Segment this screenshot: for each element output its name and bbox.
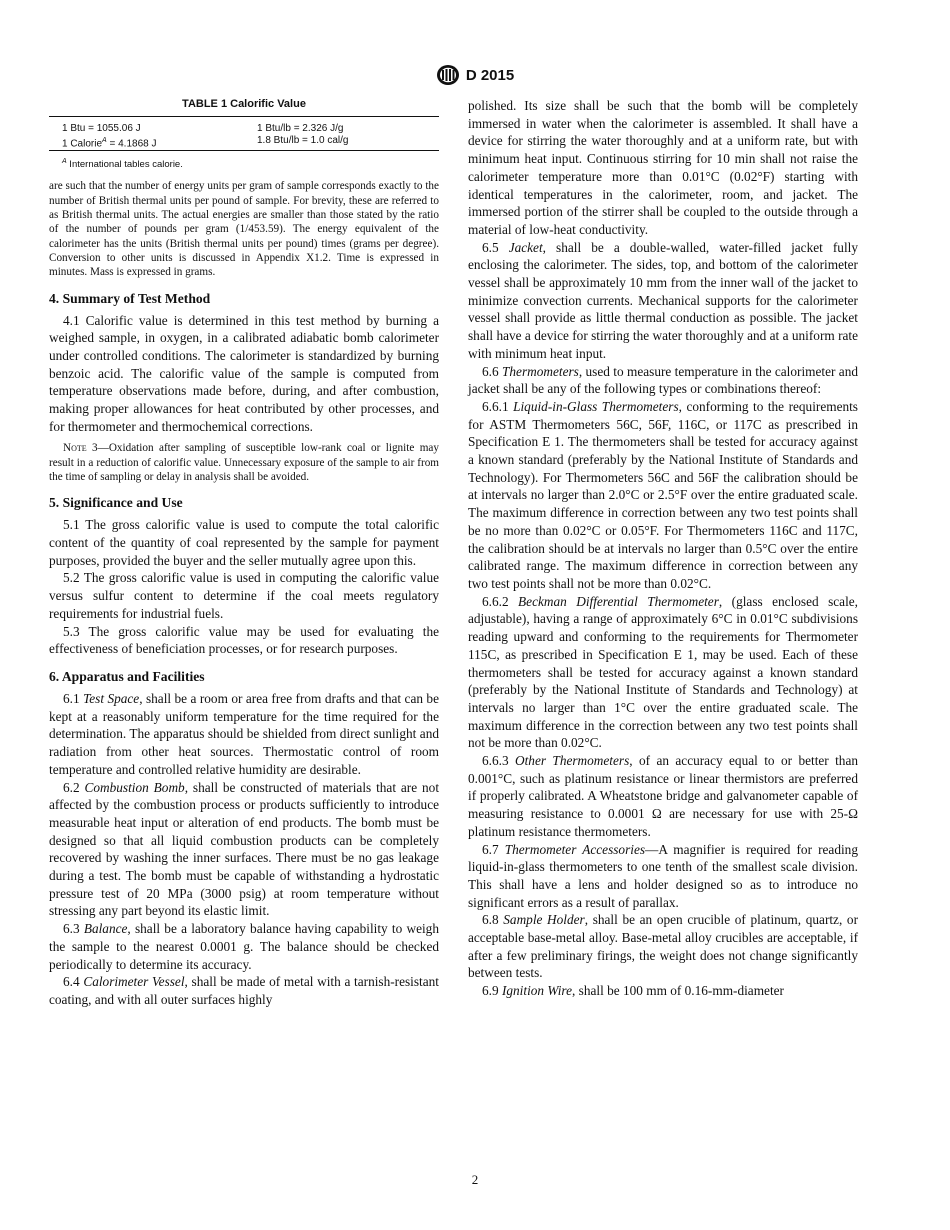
note-3 (49, 441, 439, 484)
paragraph-5-2: 5.2 The gross calorific value is used in computing the calorific value versus sulfur content to determine if the coal meets regulatory requirements for industrial fuels. (49, 570, 439, 621)
paragraph-text: , shall be constructed of materials that are not affected by the combustion process or products sufficiently to introduce measurable heat input or alteration of end products. The bomb must be designed so that all liquid combustion products can be completely recovered by washing the inner surfaces. There must be no gas leakage during a test. The bomb must be capable of withstanding a hydrostatic pressure test of 20 MPa (3000 psig) at room temperature without stressing any part beyond its elastic limit. (49, 779, 440, 919)
paragraph-6-6-1 (468, 398, 858, 593)
paragraph-term: Beckman Differential Thermometer (518, 593, 719, 609)
paragraph-text: , shall be 100 mm of 0.16-mm-diameter (572, 983, 784, 999)
page-header (0, 64, 950, 86)
paragraph-6-5 (468, 239, 858, 363)
paragraph-number: 6.6 (482, 363, 502, 379)
paragraph-term: Thermometer Accessories (504, 841, 646, 857)
paragraph-5-1: 5.1 The gross calorific value is used to compute the total calorific content of the quantity of coal represented by the sample for payment purposes, provided the buyer and the seller mutually agree upon this. (49, 517, 439, 568)
paragraph-number: 6.5 (482, 239, 509, 255)
intro-paragraph: are such that the number of energy units per gram of sample corresponds exactly to the number of British thermal units per pound of sample. For brevity, these are referred to as British thermal units. The actual energies are smaller than those stated by the ratio of the number of pounds per gram (1/453.59). The energy equivalent of the calorimeter has the units (British thermal units per pound) times (grams per degree). Conversion to other units is discussed in Appendix X1.2. Time is expressed in minutes. Mass is expressed in grams. (49, 180, 439, 279)
paragraph-4-1: 4.1 Calorific value is determined in this test method by burning a weighed sample, in oxygen, in a calibrated adiabatic bomb calorimeter under controlled conditions. The calorimeter is standardized by burning benzoic acid. The calorific value of the sample is computed from temperature observations made before, during, and after combustion, making proper allowances for heat contributed by other processes, and for thermometer and thermochemical corrections. (49, 312, 439, 434)
paragraph-term: Test Space (83, 691, 140, 706)
paragraph-number: 6.6.3 (482, 753, 515, 769)
cell-text: = 4.1868 J (106, 137, 157, 149)
paragraph-number: 6.2 (63, 779, 85, 795)
paragraph-term: Sample Holder (503, 912, 585, 928)
paragraph-6-6-2 (468, 593, 858, 752)
paragraph-text: —A magnifier is required for reading liquid-in-glass thermometers to one tenth of the smallest scale division. This shall have a lens and holder designed so as to introduce no significant errors as a result of parallax. (468, 841, 858, 910)
note-label: Note 3 (63, 442, 98, 455)
paragraph-term: Ignition Wire (501, 983, 573, 999)
table-cell: 1.8 Btu/lb = 1.0 cal/g (257, 134, 349, 146)
paragraph-number: 6.1 (63, 691, 84, 706)
cell-text: 1 Calorie (62, 137, 103, 149)
paragraph-term: Other Thermometers (515, 753, 630, 769)
section-heading-6: 6. Apparatus and Facilities (49, 669, 205, 684)
continued-paragraph: polished. Its size shall be such that the bomb will be completely immersed in water when the calorimeter is assembled. It shall have a device for stirring the water thoroughly and at a uniform rate, but with minimum heat input. Continuous stirring for 10 min shall not raise the calorimeter temperature more than 0.01°C (0.02°F) starting with identical temperatures in the calorimeter, room, and jacket. The immersed portion of the stirrer shall be coupled to the outside through a material of low-heat conductivity. (468, 98, 858, 237)
paragraph-6-7 (468, 841, 858, 912)
paragraph-6-4 (49, 973, 439, 1008)
section-heading-5: 5. Significance and Use (49, 495, 183, 511)
section-heading-4: 4. Summary of Test Method (49, 290, 211, 306)
paragraph-term: Balance (83, 921, 128, 937)
paragraph-text: , used to measure temperature in the calorimeter and jacket shall be any of the following types or combinations thereof: (468, 363, 858, 397)
paragraph-6-3 (49, 920, 439, 973)
table-footnote (49, 151, 439, 171)
paragraph-text: , shall be an open crucible of platinum, quartz, or acceptable base-metal alloy. Base-metal alloy crucibles are acceptable, if after a few preliminary firings, the weight does not change significantly between tests. (468, 912, 859, 981)
table-cell: 1 Btu = 1055.06 J (62, 123, 141, 134)
paragraph-number: 6.7 (482, 841, 505, 857)
table-title: TABLE 1 Calorific Value (182, 98, 306, 110)
paragraph-text: , of an accuracy equal to or better than 0.001°C, such as platinum resistance or linear thermistors are preferred if properly calibrated. A Wheatstone bridge and galvanometer capable of measuring resistance to 0.0001 Ω are necessary for use with 25-Ω platinum resistance thermometers. (468, 753, 859, 839)
paragraph-number: 6.3 (63, 921, 84, 937)
paragraph-number: 6.6.1 (482, 398, 514, 414)
paragraph-term: Thermometers (502, 363, 579, 379)
paragraph-term: Jacket (508, 239, 543, 255)
paragraph-text: , shall be a room or area free from drafts and that can be kept at a reasonably uniform temperature for the time required for the determination. The apparatus should be shielded from direct sunlight and radiation from other heat sources. Thermostatic control of room temperature and controlled relative humidity are desirable. (49, 691, 439, 777)
left-column (49, 97, 439, 1009)
paragraph-5-3: 5.3 The gross calorific value may be used for evaluating the effectiveness of beneficiation processes, or for research purposes. (49, 623, 439, 657)
right-column (468, 97, 858, 1000)
paragraph-term: Combustion Bomb (84, 779, 185, 795)
table-1 (49, 97, 439, 171)
paragraph-term: Liquid-in-Glass Thermometers (513, 398, 679, 414)
footnote-marker: A (102, 136, 107, 144)
calorific-value-table (49, 116, 439, 151)
table-row (49, 135, 439, 151)
standard-designation: D 2015 (465, 66, 515, 84)
paragraph-6-6 (468, 363, 858, 398)
page-number: 2 (471, 1172, 479, 1187)
paragraph-text: , shall be a double-walled, water-filled jacket fully enclosing the calorimeter. The sides, top, and bottom of the calorimeter vessel shall be approximately 10 mm from the inner wall of the jacket to minimize convection currents. Mechanical supports for the calorimeter vessel shall provide as little thermal conduction as possible. The jacket shall have a device for stirring the water thoroughly and at a uniform rate with minimum heat input. (468, 239, 858, 361)
paragraph-number: 6.9 (482, 983, 502, 999)
paragraph-number: 6.4 (63, 974, 84, 990)
paragraph-text: , shall be a laboratory balance having capability to weigh the sample to the nearest 0.0001 g. The balance should be checked periodically to determine its accuracy. (49, 921, 439, 972)
table-cell (49, 135, 244, 151)
paragraph-text: , conforming to the requirements for ASTM Thermometers 56C, 56F, 116C, or 117C as prescribed in Specification E 1. The thermometers shall be tested for accuracy against a known standard (preferably by the National Institute of Standards and Technology). For Thermometers 56C and 56F the calibration should be at intervals no larger than 2.0°C or 2.5°F over the entire graduated scale. The maximum difference in correction between any two test points shall be no more than 0.02°C or 0.05°F. For Thermometers 116C and 117C, the calibration should be at intervals no larger than 0.5°C over the entire calibrated range. The maximum difference in correction between any two test points shall not be more than 0.02°C. (468, 398, 858, 591)
footnote-marker: A (62, 158, 67, 166)
note-text: —Oxidation after sampling of susceptible low-rank coal or lignite may result in a reduction of calorific value. Unnecessary exposure of the sample to air from the time of sampling or delay in analysis shall be avoided. (49, 442, 439, 484)
astm-logo-icon (436, 64, 460, 86)
paragraph-text: , (glass enclosed scale, adjustable), having a range of approximately 6°C in 0.01°C subdivisions reading upward and conforming to the requirements for Thermometer 115C, as prescribed in Specification E 1, may be used. Each of these thermometers shall be tested for accuracy against a known standard (preferably by the National Institute of Standards and Technology) at intervals no larger than 1°C over the entire graduated scale. The maximum difference in the correction between any two test points shall not be more than 0.02°C. (468, 593, 858, 751)
paragraph-6-1 (49, 690, 439, 779)
paragraph-6-9 (468, 982, 858, 1000)
table-cell: 1 Btu/lb = 2.326 J/g (257, 123, 344, 134)
paragraph-6-6-3 (468, 752, 858, 841)
paragraph-6-2 (49, 779, 439, 921)
table-row (49, 117, 439, 135)
paragraph-term: Calorimeter Vessel (83, 974, 185, 990)
footnote-text: International tables calorie. (66, 159, 183, 171)
paragraph-number: 6.8 (482, 912, 504, 928)
paragraph-6-8 (468, 911, 858, 982)
paragraph-text: , shall be made of metal with a tarnish-resistant coating, and with all outer surfaces highly (49, 974, 439, 1007)
paragraph-number: 6.6.2 (482, 593, 519, 609)
